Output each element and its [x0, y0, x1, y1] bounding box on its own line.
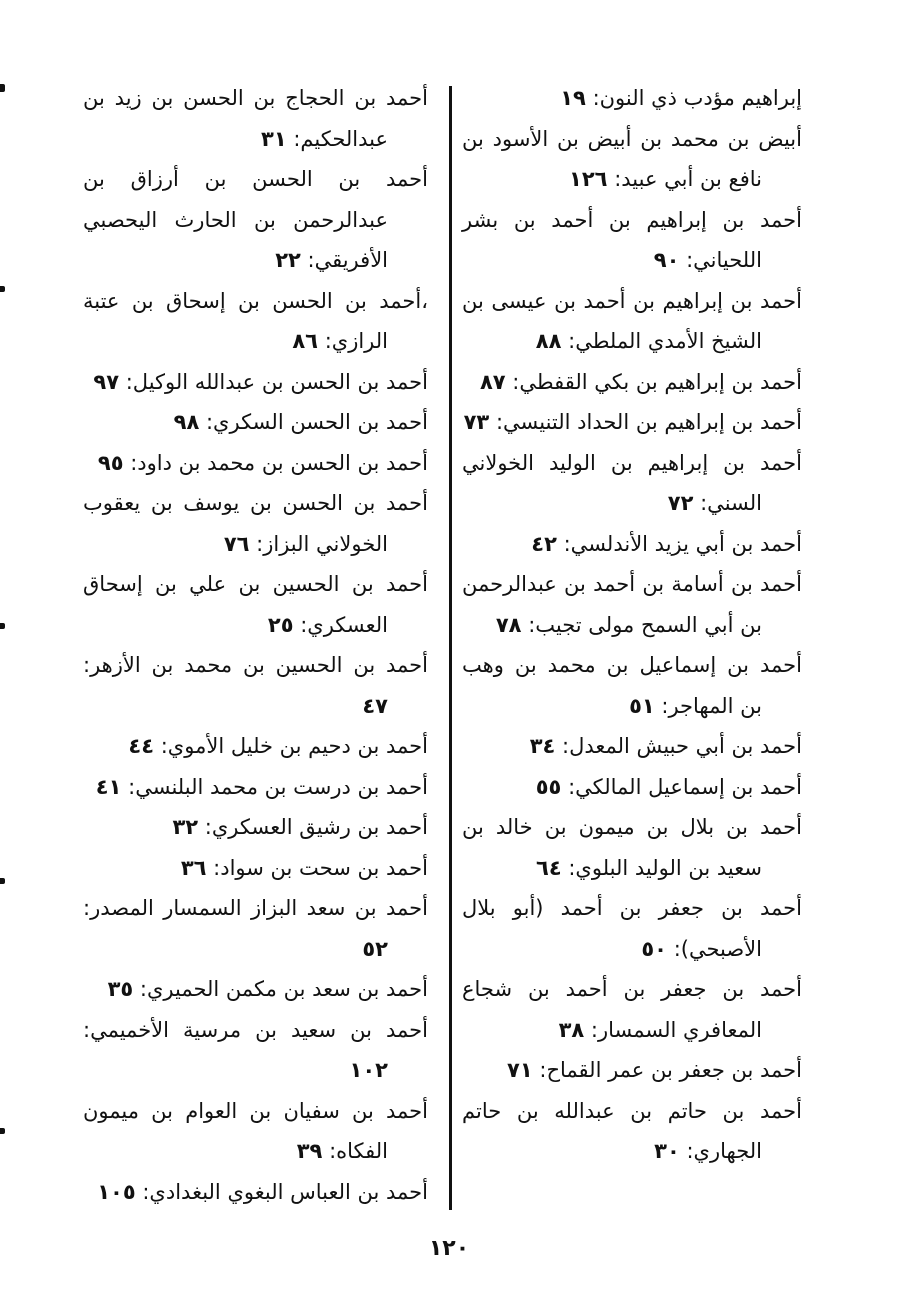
entry-name: أحمد بن جعفر بن عمر القماح: — [539, 1058, 802, 1082]
index-column-left — [83, 78, 428, 1212]
page-number: ١٢٠ — [428, 1236, 470, 1261]
entry-name: أحمد بن درست بن محمد البلنسي: — [128, 774, 428, 799]
index-entry — [83, 402, 428, 443]
entry-name: ،أحمد بن الحسن بن إسحاق بن عتبة الرازي: — [83, 288, 428, 353]
entry-page-number: ٣٦ — [180, 855, 207, 880]
index-entry — [83, 807, 428, 848]
index-entry — [83, 1172, 428, 1213]
entry-name: أبيض بن محمد بن أبيض بن الأسود بن نافع بن أبي عبيد: — [462, 126, 802, 191]
entry-name: أحمد بن بلال بن ميمون بن خالد بن سعيد بن الوليد البلوي: — [462, 815, 802, 880]
index-entry — [462, 888, 802, 969]
entry-page-number: ٤٧ — [362, 693, 388, 718]
entry-name: أحمد بن إسماعيل بن محمد بن وهب بن المهاجر: — [462, 653, 802, 718]
index-entry — [83, 645, 428, 726]
entry-page-number: ٤٢ — [531, 531, 557, 556]
index-entry — [83, 767, 428, 808]
entry-name: أحمد بن الحسين بن محمد بن الأزهر: — [83, 653, 428, 677]
index-entry — [462, 443, 802, 524]
entry-name: أحمد بن الحسن بن أرزاق بن عبدالرحمن بن الحارث اليحصبي الأفريقي: — [83, 167, 428, 272]
index-entry — [83, 1091, 428, 1172]
entry-page-number: ٨٦ — [292, 329, 318, 353]
entry-page-number: ١٠٥ — [97, 1179, 136, 1204]
index-entry — [462, 402, 802, 443]
index-entry — [462, 119, 802, 200]
index-entry — [83, 281, 428, 362]
index-entry — [462, 645, 802, 726]
entry-page-number: ٩٥ — [97, 450, 124, 475]
entry-page-number: ٣١ — [261, 126, 287, 151]
entry-name: أحمد بن سعد البزاز السمسار المصدر: — [83, 896, 428, 920]
index-entry — [83, 969, 428, 1010]
entry-page-number: ٧٨ — [495, 612, 522, 637]
entry-page-number: ٥٢ — [362, 936, 388, 961]
entry-name: أحمد بن الحسن السكري: — [205, 410, 428, 434]
index-entry — [462, 726, 802, 767]
entry-name: أحمد بن دحيم بن خليل الأموي: — [160, 734, 428, 758]
index-entry — [83, 848, 428, 889]
margin-mark — [0, 84, 5, 92]
entry-name: أحمد بن الحسن بن عبدالله الوكيل: — [125, 369, 428, 394]
index-entry — [83, 564, 428, 645]
entry-page-number: ٤٤ — [128, 734, 155, 758]
index-column-right — [462, 78, 802, 1172]
entry-name: أحمد بن الحجاج بن الحسن بن زيد بن عبدالحكيم: — [83, 86, 428, 151]
index-entry — [462, 524, 802, 565]
entry-name: أحمد بن سعيد بن مرسية الأخميمي: — [83, 1017, 428, 1042]
entry-page-number: ٨٨ — [535, 329, 562, 353]
entry-name: أحمد بن إسماعيل المالكي: — [568, 774, 802, 799]
entry-page-number: ٣٨ — [558, 1017, 585, 1042]
index-entry — [83, 443, 428, 484]
entry-page-number: ٥٠ — [641, 936, 667, 961]
entry-page-number: ٣٥ — [107, 977, 134, 1001]
entry-name: أحمد بن رشيق العسكري: — [204, 815, 428, 839]
index-entry — [462, 1050, 802, 1091]
entry-name: أحمد بن إبراهيم بن أحمد بن بشر اللحياني: — [462, 207, 802, 272]
entry-page-number: ٩٧ — [93, 369, 120, 394]
entry-page-number: ٦٤ — [536, 855, 562, 880]
entry-page-number: ٧٣ — [463, 410, 490, 434]
entry-page-number: ٥١ — [629, 693, 655, 718]
index-entry — [462, 78, 802, 119]
entry-name: أحمد بن العباس البغوي البغدادي: — [142, 1179, 428, 1204]
entry-name: أحمد بن سعد بن مكمن الحميري: — [139, 977, 428, 1001]
entry-name: أحمد بن إبراهيم بن الحداد التنيسي: — [495, 410, 802, 434]
index-entry — [462, 969, 802, 1050]
entry-name: أحمد بن سفيان بن العوام بن ميمون الفكاه: — [83, 1098, 428, 1163]
entry-page-number: ٧١ — [507, 1058, 533, 1082]
entry-page-number: ٣٢ — [172, 815, 199, 839]
entry-page-number: ١٩ — [560, 86, 586, 110]
margin-mark — [0, 286, 5, 292]
index-entry — [83, 726, 428, 767]
margin-mark — [0, 1128, 5, 1134]
entry-name: أحمد بن الحسن بن يوسف بن يعقوب الخولاني البزاز: — [83, 491, 428, 556]
index-entry — [462, 200, 802, 281]
index-entry — [462, 1091, 802, 1172]
entry-name: أحمد بن جعفر بن أحمد (أبو بلال الأصبحي): — [462, 896, 802, 961]
margin-mark — [0, 623, 5, 629]
entry-page-number: ٣٩ — [296, 1139, 323, 1163]
entry-page-number: ١٢٦ — [569, 167, 608, 191]
entry-page-number: ٥٥ — [535, 774, 562, 799]
entry-name: أحمد بن إبراهيم بن الوليد الخولاني السني: — [462, 450, 802, 515]
index-entry — [83, 1010, 428, 1091]
entry-name: أحمد بن أبي حبيش المعدل: — [562, 734, 802, 758]
index-entry — [462, 767, 802, 808]
entry-name: إبراهيم مؤدب ذي النون: — [592, 86, 802, 110]
index-entry — [83, 78, 428, 159]
index-entry — [462, 807, 802, 888]
index-entry — [462, 362, 802, 403]
entry-name: أحمد بن حاتم بن عبدالله بن حاتم الجهاري: — [462, 1098, 802, 1163]
entry-page-number: ٨٧ — [479, 369, 506, 394]
entry-page-number: ٤١ — [95, 774, 122, 799]
column-divider — [449, 86, 452, 1210]
entry-page-number: ٧٢ — [667, 491, 694, 515]
entry-name: أحمد بن أبي يزيد الأندلسي: — [563, 531, 802, 556]
entry-name: أحمد بن سحت بن سواد: — [213, 855, 428, 880]
entry-page-number: ٣٤ — [529, 734, 556, 758]
entry-page-number: ٧٦ — [223, 531, 250, 556]
entry-page-number: ٩٠ — [653, 248, 680, 272]
index-entry — [462, 281, 802, 362]
entry-page-number: ١٠٢ — [349, 1058, 388, 1082]
entry-page-number: ٢٥ — [267, 612, 294, 637]
margin-mark — [0, 878, 5, 884]
entry-name: أحمد بن إبراهيم بن أحمد بن عيسى بن الشيخ الأمدي الملطي: — [462, 288, 802, 353]
index-entry — [83, 483, 428, 564]
index-entry — [462, 564, 802, 645]
entry-name: أحمد بن جعفر بن أحمد بن شجاع المعافري السمسار: — [462, 977, 802, 1042]
entry-page-number: ٢٢ — [275, 248, 301, 272]
index-entry — [83, 159, 428, 281]
entry-name: أحمد بن الحسن بن محمد بن داود: — [130, 450, 428, 475]
entry-page-number: ٣٠ — [654, 1139, 680, 1163]
entry-name: أحمد بن أسامة بن أحمد بن عبدالرحمن بن أبي السمح مولى تجيب: — [462, 572, 802, 637]
entry-name: أحمد بن إبراهيم بن بكي القفطي: — [512, 369, 802, 394]
entry-name: أحمد بن الحسين بن علي بن إسحاق العسكري: — [83, 572, 428, 637]
index-entry — [83, 888, 428, 969]
index-entry — [83, 362, 428, 403]
entry-page-number: ٩٨ — [173, 410, 200, 434]
